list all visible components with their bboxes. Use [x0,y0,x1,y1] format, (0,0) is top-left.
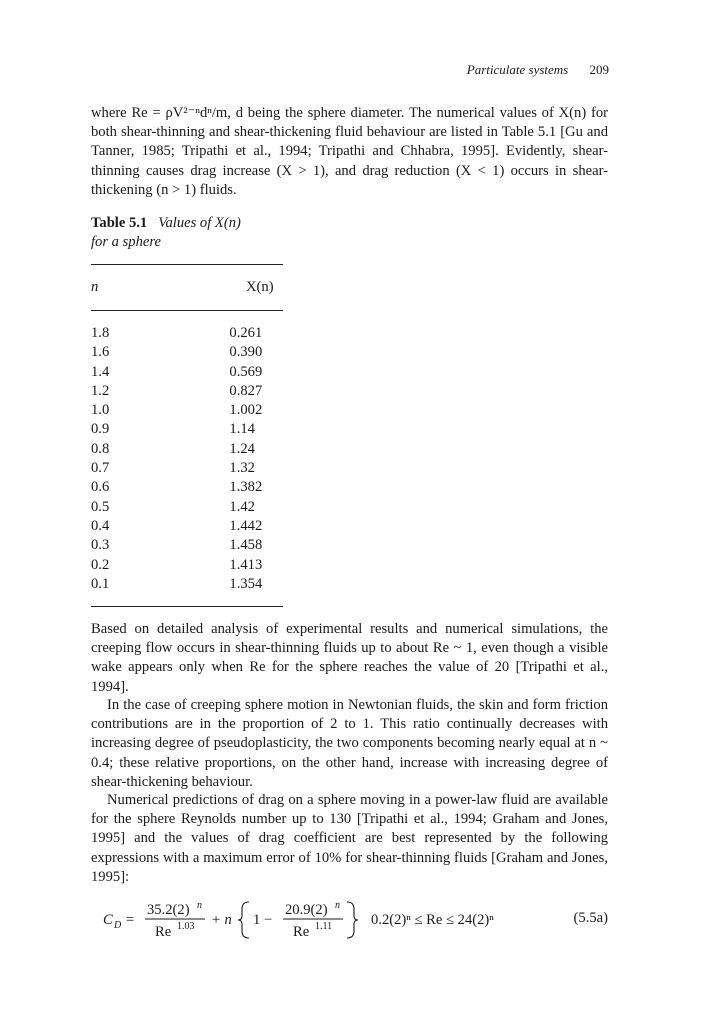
paragraph-2 [91,620,608,697]
table-cell-n: 0.4 [91,517,110,534]
paragraph-4 [91,791,608,887]
paragraph-4-text: Numerical predictions of drag on a sphere moving in a power-law fluid are available for the sphere Reynolds number up to 130 [Tripathi et al., 1994; Graham and Jones, 1995] and the values of drag coefficient are best represented by the following expressions with a maximum error of 10% for shear-thinning fluids [Graham and Jones, 1995]: [91,792,608,885]
eq-term1-num-exp: n [197,900,202,911]
table-cell-n: 0.1 [91,575,110,592]
table-caption-line2: for a sphere [91,234,161,251]
table-cell-x: 0.569 [229,363,263,380]
eq-term2-num-exp: n [335,900,340,911]
eq-term1-den-exp: 1.03 [177,921,195,932]
table-caption-line1: Values of X(n) [158,215,241,231]
eq-term2-den: Re [293,924,310,940]
running-head-title: Particulate systems [466,62,569,77]
eq-term2-one: 1 − [253,912,273,928]
table-bottom-rule [91,606,283,607]
table-caption [91,214,241,253]
table-cell-n: 0.2 [91,556,110,573]
table-cell-n: 1.4 [91,363,110,380]
table-header-rule [91,310,283,311]
equation-graphic [103,898,523,942]
paragraph-1-text: where Re = ρV²⁻ⁿdⁿ/m, d being the sphere diameter. The numerical values of X(n) for both shear-thinning and shear-thickening fluid behaviour are listed in Table 5.1 [Gu and Tanner, 1985; Tripathi et al., 1994; Tripathi and Chhabra, 1995]. Evidently, shear-thinning causes drag increase (X > 1), and drag reduction (X < 1) occurs in shear-thickening (n > 1) fluids. [91,105,608,198]
running-head [467,62,609,78]
table-row [91,382,283,401]
table-header-x: X(n) [246,279,274,295]
table-row [91,459,283,478]
table-row [91,343,283,362]
table-cell-x: 1.458 [229,537,263,554]
table-row [91,536,283,555]
table-row [91,556,283,575]
table-cell-x: 0.390 [229,344,263,361]
table-cell-n: 1.6 [91,344,110,361]
paragraph-2-text: Based on detailed analysis of experimental results and numerical simulations, the creeping flow occurs in shear-thinning fluids up to about Re ~ 1, even though a visible wake appears only when Re for the sphere reaches the value of 20 [Tripathi et al., 1994]. [91,621,608,695]
eq-right-brace [347,902,358,938]
paragraph-3 [91,696,608,792]
eq-plus-n: + n [211,912,232,928]
equation-label: (5.5a) [573,910,608,926]
table-row [91,401,283,420]
table-row [91,478,283,497]
table-cell-x: 1.413 [229,556,263,573]
eq-term1-den: Re [155,924,172,940]
table-cell-n: 0.7 [91,460,110,477]
table-top-rule [91,264,283,265]
equation-5-5a [103,898,608,942]
eq-left-brace [238,902,249,938]
table-cell-n: 1.0 [91,402,110,419]
paragraph-1 [91,104,608,200]
table-cell-n: 0.6 [91,479,110,496]
table-cell-x: 1.32 [229,460,255,477]
table-cell-n: 1.2 [91,382,110,399]
table-cell-n: 0.3 [91,537,110,554]
table-cell-x: 0.261 [229,325,263,341]
table-cell-x: 1.354 [229,575,263,592]
eq-range: 0.2(2)ⁿ ≤ Re ≤ 24(2)ⁿ [371,912,494,928]
table-cell-n: 0.9 [91,421,110,438]
table-label: Table 5.1 [91,215,148,231]
eq-term2-num: 20.9(2) [285,902,328,918]
table-row [91,324,283,343]
paragraph-3-text: In the case of creeping sphere motion in Newtonian fluids, the skin and form friction contributions are in the proportion of 2 to 1. This ratio continually decreases with increasing degree of pseudoplasticity, the two components becoming nearly equal at n ~ 0.4; these relative proportions, on the other hand, increase with increasing degree of shear-thickening behaviour. [91,697,608,790]
table-cell-x: 1.382 [229,479,263,496]
table-cell-x: 0.827 [229,382,263,399]
page-number: 209 [589,62,609,77]
table-cell-x: 1.442 [229,517,263,534]
table-row [91,420,283,439]
table-cell-n: 0.5 [91,498,110,515]
table-row [91,440,283,459]
eq-lhs-sub: D [114,920,122,931]
eq-lhs: C [103,912,113,928]
table-row [91,363,283,382]
table-cell-x: 1.002 [229,402,263,419]
table-row [91,517,283,536]
table-cell-x: 1.14 [229,421,255,438]
table-row [91,575,283,594]
eq-term2-den-exp: 1.11 [315,921,333,932]
table-header-n: n [91,279,99,295]
eq-equals: = [126,912,135,928]
table-cell-x: 1.24 [229,440,255,457]
eq-term1-num: 35.2(2) [147,902,190,918]
table-cell-n: 0.8 [91,440,110,457]
table-cell-n: 1.8 [91,325,110,341]
table-cell-x: 1.42 [229,498,255,515]
table-row [91,498,283,517]
table-body [91,324,283,594]
